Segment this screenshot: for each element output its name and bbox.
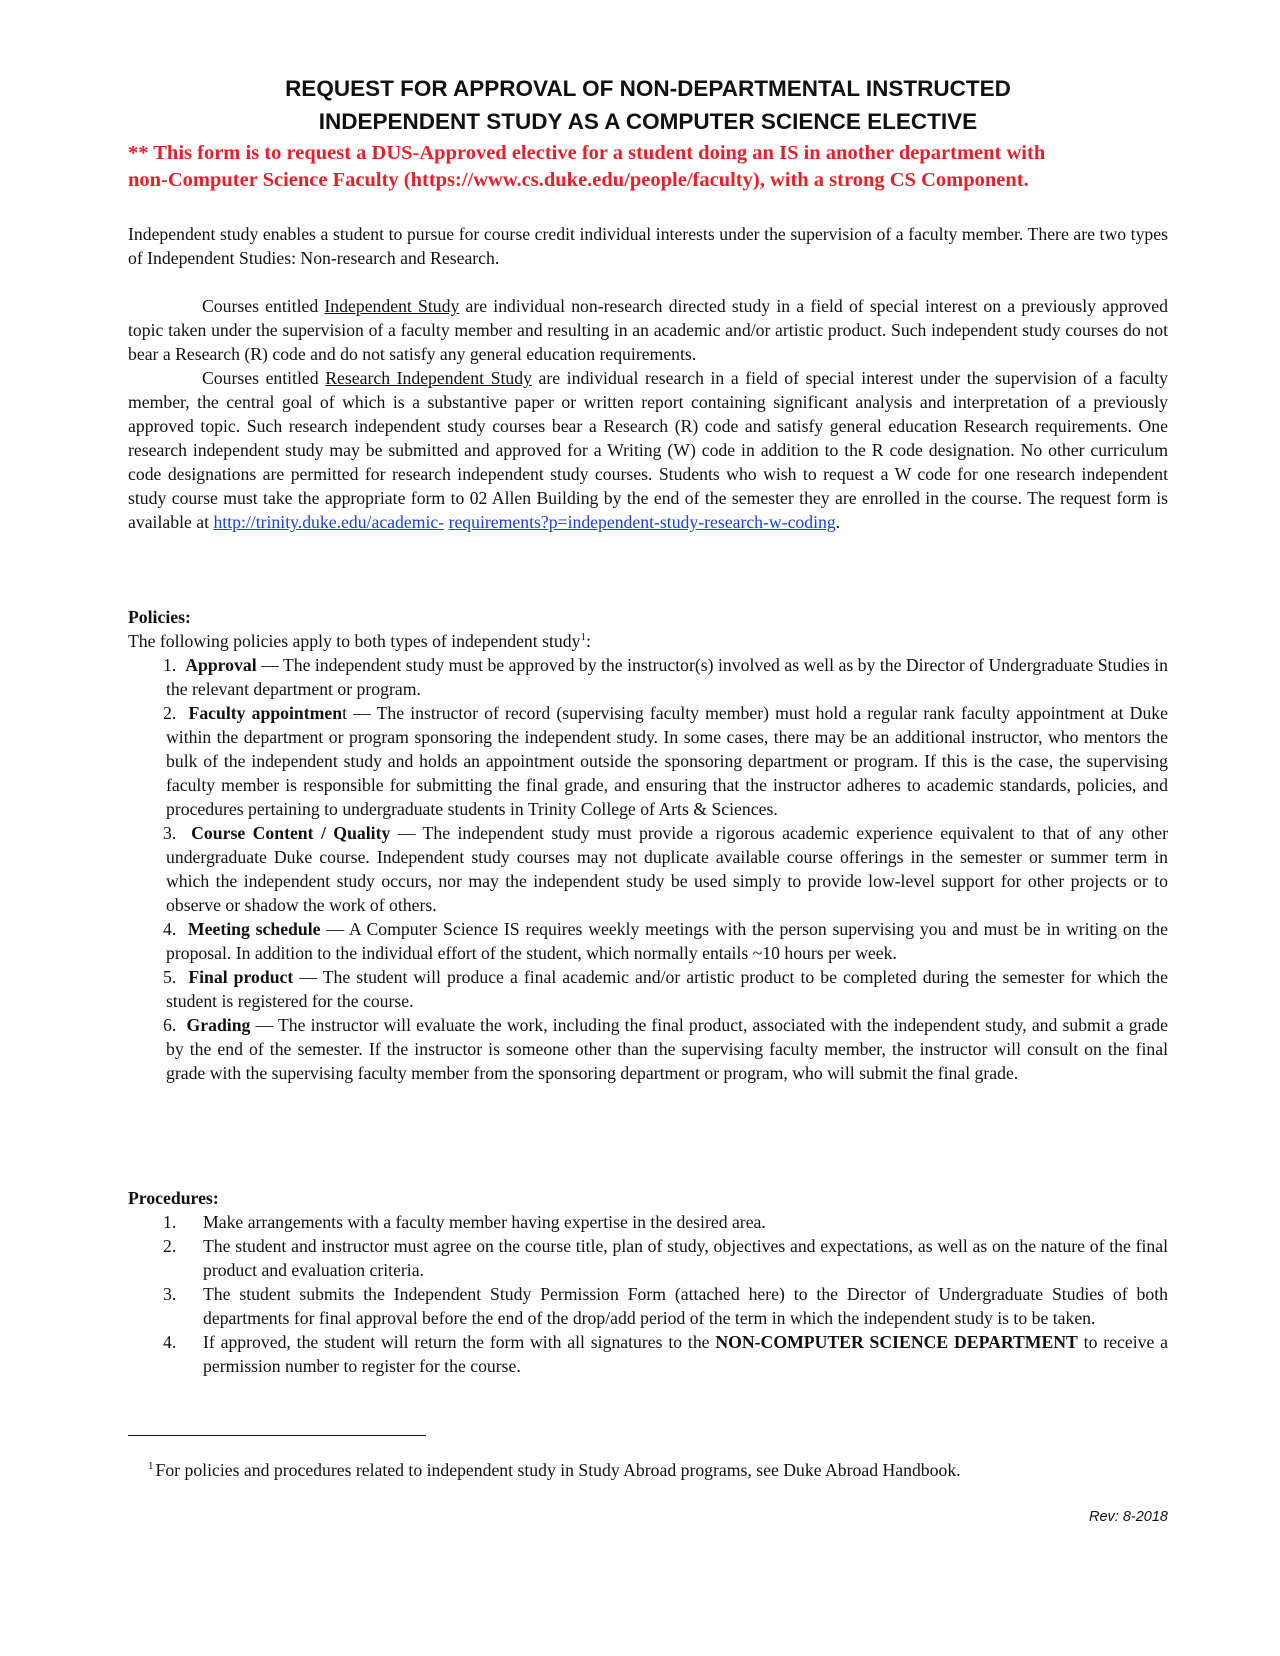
policy-item [128,653,1168,701]
procedure-item [128,1210,1168,1234]
policies-lead-text: The following policies apply to both types of independent study [128,631,581,651]
research-study-paragraph [128,366,1168,534]
policy-text: — The independent study must provide a rigorous academic experience equivalent to that of any other undergraduate Duke course. Independent study courses may not duplicate available course offerings in the semester or summer term in which the independent study occurs, nor may the independent study be used simply to provide low-level support for other projects or to observe or shadow the work of others. [166,823,1169,915]
red-notice-line-1: ** This form is to request a DUS-Approved elective for a student doing an IS in another department with [128,142,1046,164]
footnote [148,1454,1168,1482]
procedure-text: If approved, the student will return the form with all signatures to the [203,1332,716,1352]
p2-end: . [835,512,841,532]
research-independent-study-term: Research Independent Study [325,368,532,388]
procedure-item [128,1282,1168,1330]
page-title [128,72,1168,138]
policy-title: Meeting schedule [187,919,321,939]
policy-text: — The instructor will evaluate the work, including the final product, associated with the independent study, and submit a grade by the end of the semester. If the instructor is someone other than the supervising faculty member, the instructor will consult on the final grade with the supervising faculty member from the sponsoring department or program, who will submit the final grade. [166,1015,1168,1083]
policy-item [128,917,1168,965]
p2-rest: are individual research in a field of special interest under the supervision of a faculty member, the central goal of which is a substantive paper or written report containing significant analysis and interpretation of a previously approved topic. Such research independent study courses bear a Research (R) code and satisfy general education Research requirements. One research independent study may be submitted and approved for a Writing (W) code in addition to the R code designation. No other curriculum code designations are permitted for research independent study courses. Students who wish to request a W code for one research independent study course must take the appropriate form to 02 Allen Building by the end of the semester they are enrolled in the course. The request form is available at [128,368,1168,532]
procedure-text: The student submits the Independent Study Permission Form (attached here) to the Director of Undergraduate Studies of both departments for final approval before the end of the drop/add period of the term in which the independent study is to be taken. [203,1284,1168,1328]
procedure-number: 2. [163,1236,177,1256]
procedures-heading: Procedures: [128,1188,219,1208]
footnote-text: For policies and procedures related to independent study in Study Abroad programs, see Duke Abroad Handbook. [155,1460,961,1480]
footnote-mark: 1 [148,1460,154,1472]
policy-text: — A Computer Science IS requires weekly meetings with the person supervising you and must be in writing on the proposal. In addition to the individual effort of the student, which normally entails ~10 hours per week. [166,919,1168,963]
procedure-text: Make arrangements with a faculty member having expertise in the desired area. [203,1212,766,1232]
policy-item [128,1013,1168,1085]
w-coding-link-part2[interactable]: requirements?p=independent-study-research-w-coding [448,512,836,532]
p1-rest: are individual non-research directed study in a field of special interest on a previously approved topic taken under the supervision of a faculty member and resulting in an academic and/or artistic product. Such independent study courses do not bear a Research (R) code and do not satisfy any general education requirements. [128,296,1168,364]
intro-paragraph [128,222,1168,270]
policy-number: 2. [163,703,177,723]
procedure-number: 4. [163,1332,177,1352]
policy-number: 1. [163,655,177,675]
policy-text: t — The instructor of record (supervising faculty member) must hold a regular rank faculty appointment at Duke within the department or program sponsoring the independent study. In some cases, there may be an additional instructor, who mentors the bulk of the independent study and holds an appointment outside the sponsoring department or program. If this is the case, the supervising faculty member is responsible for submitting the final grade, and ensuring that the instructor adheres to academic standards, policies, and procedures pertaining to undergraduate students in Trinity College of Arts & Sciences. [166,703,1168,819]
policy-number: 5. [163,967,177,987]
procedure-number: 1. [163,1212,177,1232]
procedure-item [128,1330,1168,1378]
independent-study-term: Independent Study [324,296,460,316]
policy-number: 4. [163,919,177,939]
procedure-number: 3. [163,1284,177,1304]
footnote-ref: 1 [580,631,586,643]
policies-list [128,653,1168,1085]
intro-text: Independent study enables a student to pursue for course credit individual interests under the supervision of a faculty member. There are two types of Independent Studies: Non-research and Research. [128,224,1168,268]
procedures-section [128,1186,1168,1378]
procedure-text-end: to receive a permission number to register for the course. [203,1332,1168,1376]
p2-lead: Courses entitled [202,368,326,388]
w-coding-link-part1[interactable]: http://trinity.duke.edu/academic- [213,512,445,532]
red-notice [128,140,1168,194]
title-line-2: INDEPENDENT STUDY AS A COMPUTER SCIENCE ELECTIVE [318,109,978,134]
policy-title: Faculty appointmen [188,703,343,723]
procedures-list [128,1210,1168,1378]
policies-lead [128,629,1168,653]
policy-text: — The independent study must be approved by the instructor(s) involved as well as by the Director of Undergraduate Studies in the relevant department or program. [166,655,1169,699]
policy-number: 3. [163,823,177,843]
policies-heading: Policies: [128,607,191,627]
procedure-item [128,1234,1168,1282]
policy-title: Course Content / Quality [191,823,391,843]
policy-item [128,965,1168,1013]
policy-title: Approval [185,655,257,675]
red-notice-line-2: non-Computer Science Faculty (https://www.cs.duke.edu/people/faculty), with a strong CS Component. [128,169,1029,191]
procedure-text: The student and instructor must agree on the course title, plan of study, objectives and expectations, as well as on the nature of the final product and evaluation criteria. [203,1236,1168,1280]
policy-title: Final product [188,967,294,987]
policy-text: — The student will produce a final academic and/or artistic product to be completed during the semester for which the student is registered for the course. [166,967,1168,1011]
footnote-separator [128,1435,426,1436]
policies-section [128,605,1168,1085]
independent-study-paragraph [128,294,1168,366]
policy-title: Grading [186,1015,251,1035]
policy-item [128,821,1168,917]
p1-lead: Courses entitled [202,296,325,316]
procedure-bold-dept: NON-COMPUTER SCIENCE DEPARTMENT [715,1332,1078,1352]
revision-label: Rev: 8-2018 [1089,1509,1168,1525]
course-types-section [128,294,1168,534]
title-line-1: REQUEST FOR APPROVAL OF NON-DEPARTMENTAL INSTRUCTED [285,76,1011,101]
policy-number: 6. [163,1015,177,1035]
policy-item [128,701,1168,821]
policies-lead-end: : [585,631,591,651]
